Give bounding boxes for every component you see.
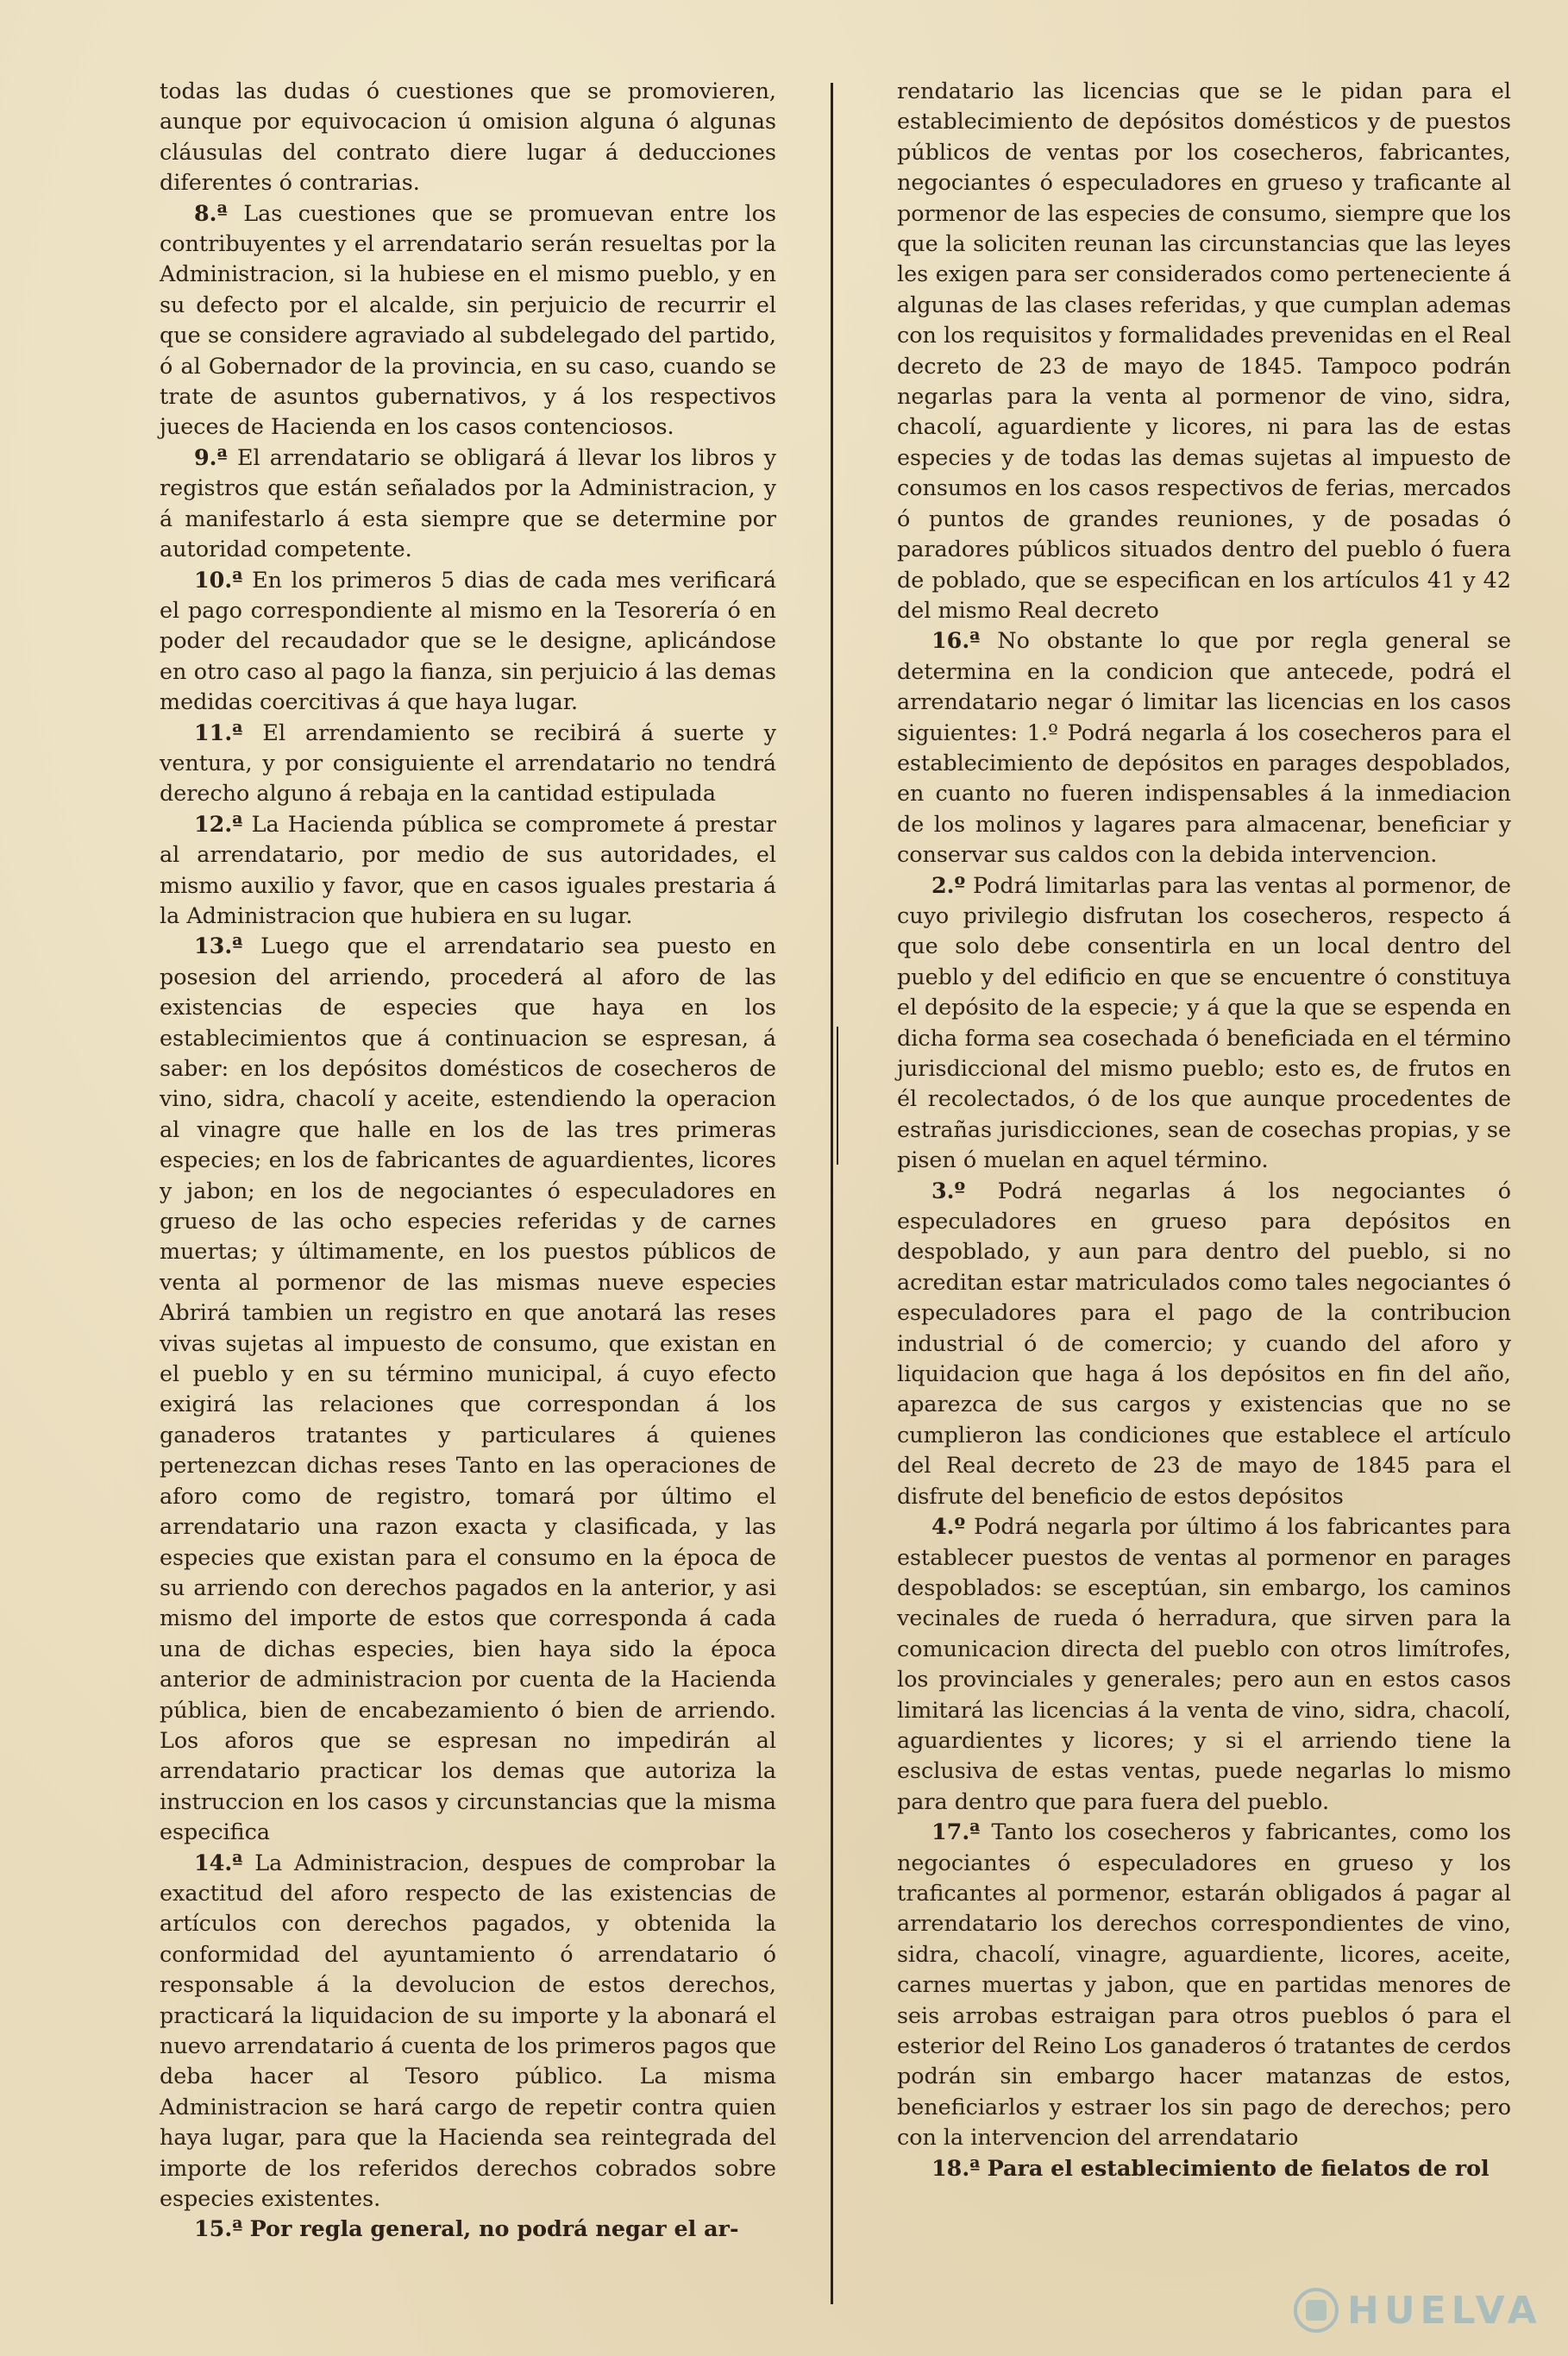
article-text: El arrendamiento se recibirá á suerte y ventura, y por consiguiente el arrendatario no tendrá derecho alguno á rebaja en la cantidad estipulada	[160, 719, 776, 807]
article-number: 8.ª	[194, 199, 228, 226]
paragraph	[160, 809, 776, 932]
paragraph	[897, 1176, 1511, 1511]
archive-watermark	[1294, 2288, 1542, 2333]
paragraph	[897, 870, 1511, 1176]
article-number: 3.º	[931, 1177, 966, 1203]
paragraph	[897, 1817, 1511, 2152]
paragraph	[160, 198, 776, 443]
left-column	[160, 76, 776, 2245]
article-text: En los primeros 5 dias de cada mes verificará el pago correspondiente al mismo en la Tesorería ó en poder del recaudador que se le designe, aplicándose en otro caso al pago la fianza, sin perjuicio á las demas medidas coercitivas á que haya lugar.	[160, 566, 776, 715]
paragraph	[897, 76, 1511, 625]
article-number: 17.ª	[931, 1819, 981, 1845]
article-text: Las cuestiones que se promuevan entre los contribuyentes y el arrendatario serán resueltas por la Administracion, si la hubiese en el mismo pueblo, y en su defecto por el alcalde, sin perjuicio de recurrir el que se considere agraviado al subdelegado del partido, ó al Gobernador de la provincia, en su caso, cuando se trate de asuntos gubernativos, y á los respectivos jueces de Hacienda en los casos contenciosos.	[160, 199, 776, 440]
paragraph	[160, 718, 776, 809]
article-number: 2.º	[931, 871, 966, 898]
article-text: El arrendatario se obligará á llevar los libros y registros que están señalados por la Administracion, y á manifestarlo á esta siempre que se determine por autoridad competente.	[160, 443, 776, 562]
article-number: 15.ª	[194, 2215, 243, 2242]
article-text: Podrá limitarlas para las ventas al pormenor, de cuyo privilegio disfrutan los cosecheros, respecto á que solo debe consentirla en un local dentro del pueblo y del edificio en que se encuentre ó constituya el depósito de la especie; y á que la que se espenda en dicha forma sea cosechada ó beneficiada en el término jurisdiccional del mismo pueblo; esto es, de frutos en él recolectados, ó de los que aunque procedentes de estrañas jurisdicciones, sean de cosechas propias, y se pisen ó muelan en aquel término.	[897, 871, 1511, 1173]
article-text: todas las dudas ó cuestiones que se promovieren, aunque por equivocacion ú omision alguna ó algunas cláusulas del contrato diere lugar á deducciones diferentes ó contrarias.	[160, 78, 776, 196]
paragraph	[160, 931, 776, 1847]
article-number: 18.ª	[931, 2154, 981, 2181]
paragraph	[897, 2153, 1511, 2183]
article-number: 4.º	[931, 1513, 966, 1540]
article-text: Por regla general, no podrá negar el ar-	[249, 2215, 739, 2242]
right-column	[897, 76, 1511, 2183]
paragraph	[160, 1848, 776, 2215]
article-text: rendatario las licencias que se le pidan para el establecimiento de depósitos domésticos y de puestos públicos de ventas por los cosecheros, fabricantes, negociantes ó especuladores en grueso y traficante al pormenor de las especies de consumo, siempre que los que la soliciten reunan las circunstancias que las leyes les exigen para ser considerados como perteneciente á algunas de las clases referidas, y que cumplan ademas con los requisitos y formalidades prevenidas en el Real decreto de 23 de mayo de 1845. Tampoco podrán negarlas para la venta al pormenor de vino, sidra, chacolí, aguardiente y licores, ni para las de estas especies y de todas las demas sujetas al impuesto de consumos en los casos respectivos de ferias, mercados ó puntos de grandes reuniones, y de posadas ó paradores públicos situados dentro del pueblo ó fuera de poblado, que se especifican en los artículos 41 y 42 del mismo Real decreto	[897, 78, 1511, 623]
article-number: 9.ª	[194, 443, 228, 470]
column-divider-mark	[837, 1027, 838, 1165]
paragraph	[897, 625, 1511, 870]
paragraph	[160, 565, 776, 718]
watermark-text: HUELVA	[1347, 2288, 1542, 2333]
article-text: Tanto los cosecheros y fabricantes, como los negociantes ó especuladores en grueso y los traficantes al pormenor, estarán obligados á pagar al arrendatario los derechos correspondientes de vino, sidra, chacolí, vinagre, aguardiente, licores, aceite, carnes muertas y jabon, que en partidas menores de seis arrobas estraigan para otros pueblos ó para el esterior del Reino Los ganaderos ó tratantes de cerdos podrán sin embargo hacer matanzas de estos, beneficiarlos y estraer los sin pago de derechos; pero con la intervencion del arrendatario	[897, 1819, 1511, 2151]
article-text: Podrá negarlas á los negociantes ó especuladores en grueso para depósitos en despoblado, y aun para dentro del pueblo, si no acreditan estar matriculados como tales negociantes ó especuladores para el pago de la contribucion industrial ó de comercio; y cuando del aforo y liquidacion que haga á los depósitos en fin del año, aparezca de sus cargos y existencias que no se cumplieron las condiciones que establece el artículo del Real decreto de 23 de mayo de 1845 para el disfrute del beneficio de estos depósitos	[897, 1177, 1511, 1509]
article-text: Luego que el arrendatario sea puesto en posesion del arriendo, procederá al aforo de las existencias de especies que haya en los establecimientos que á continuacion se espresan, á saber: en los depósitos domésticos de cosecheros de vino, sidra, chacolí y aceite, estendiendo la operacion al vinagre que halle en los de las tres primeras especies; en los de fabricantes de aguardientes, licores y jabon; en los de negociantes ó especuladores en grueso de las ocho especies referidas y de carnes muertas; y últimamente, en los puestos públicos de venta al pormenor de las mismas nueve especies Abrirá tambien un registro en que anotará las reses vivas sujetas al impuesto de consumo, que existan en el pueblo y en su término municipal, á cuyo efecto exigirá las relaciones que correspondan á los ganaderos tratantes y particulares á quienes pertenezcan dichas reses Tanto en las operaciones de aforo como de registro, tomará por último el arrendatario una razon exacta y clasificada, y las especies que existan para el consumo en la época de su arriendo con derechos pagados en la anterior, y asi mismo del importe de estos que corresponda á cada una de dichas especies, bien haya sido la época anterior de administracion por cuenta de la Hacienda pública, bien de encabezamiento ó bien de arriendo. Los aforos que se espresan no impedirán al arrendatario practicar los demas que autoriza la instruccion en los casos y circunstancias que la misma especifica	[160, 933, 776, 1845]
article-number: 12.ª	[194, 810, 243, 837]
article-number: 14.ª	[194, 1849, 243, 1875]
article-text: Para el establecimiento de fielatos de rol	[987, 2154, 1490, 2181]
paragraph	[160, 2214, 776, 2244]
article-text: La Hacienda pública se compromete á prestar al arrendatario, por medio de sus autoridades, el mismo auxilio y favor, que en casos iguales prestaria á la Administracion que hubiera en su lugar.	[160, 810, 776, 928]
paragraph	[897, 1511, 1511, 1817]
article-number: 10.ª	[194, 566, 243, 593]
article-text: Podrá negarla por último á los fabricantes para establecer puestos de ventas al pormenor en parages despoblados: se esceptúan, sin embargo, los caminos vecinales de rueda ó herradura, que sirven para la comunicacion directa del pueblo con otros limítrofes, los provinciales y generales; pero aun en estos casos limitará las licencias á la venta de vino, sidra, chacolí, aguardientes y licores; y si el arriendo tiene la esclusiva de estas ventas, puede negarlas lo mismo para dentro que para fuera del pueblo.	[897, 1513, 1511, 1814]
article-text: No obstante lo que por regla general se determina en la condicion que antecede, podrá el arrendatario negar ó limitar las licencias en los casos siguientes: 1.º Podrá negarla á los cosecheros para el establecimiento de depósitos en parages despoblados, en cuanto no fueren indispensables á la inmediacion de los molinos y lagares para almacenar, beneficiar y conservar sus caldos con la debida intervencion.	[897, 627, 1511, 868]
article-text: La Administracion, despues de comprobar la exactitud del aforo respecto de las existencias de artículos con derechos pagados, y obtenida la conformidad del ayuntamiento ó arrendatario ó responsable á la devolucion de estos derechos, practicará la liquidacion de su importe y la abonará el nuevo arrendatario á cuenta de los primeros pagos que deba hacer al Tesoro público. La misma Administracion se hará cargo de repetir contra quien haya lugar, para que la Hacienda sea reintegrada del importe de los referidos derechos cobrados sobre especies existentes.	[160, 1849, 776, 2212]
article-number: 16.ª	[931, 627, 981, 654]
article-number: 11.ª	[194, 719, 243, 745]
column-divider	[831, 83, 833, 2304]
archive-logo-icon	[1294, 2288, 1339, 2333]
paragraph	[160, 443, 776, 565]
paragraph	[160, 76, 776, 198]
article-number: 13.ª	[194, 933, 243, 959]
